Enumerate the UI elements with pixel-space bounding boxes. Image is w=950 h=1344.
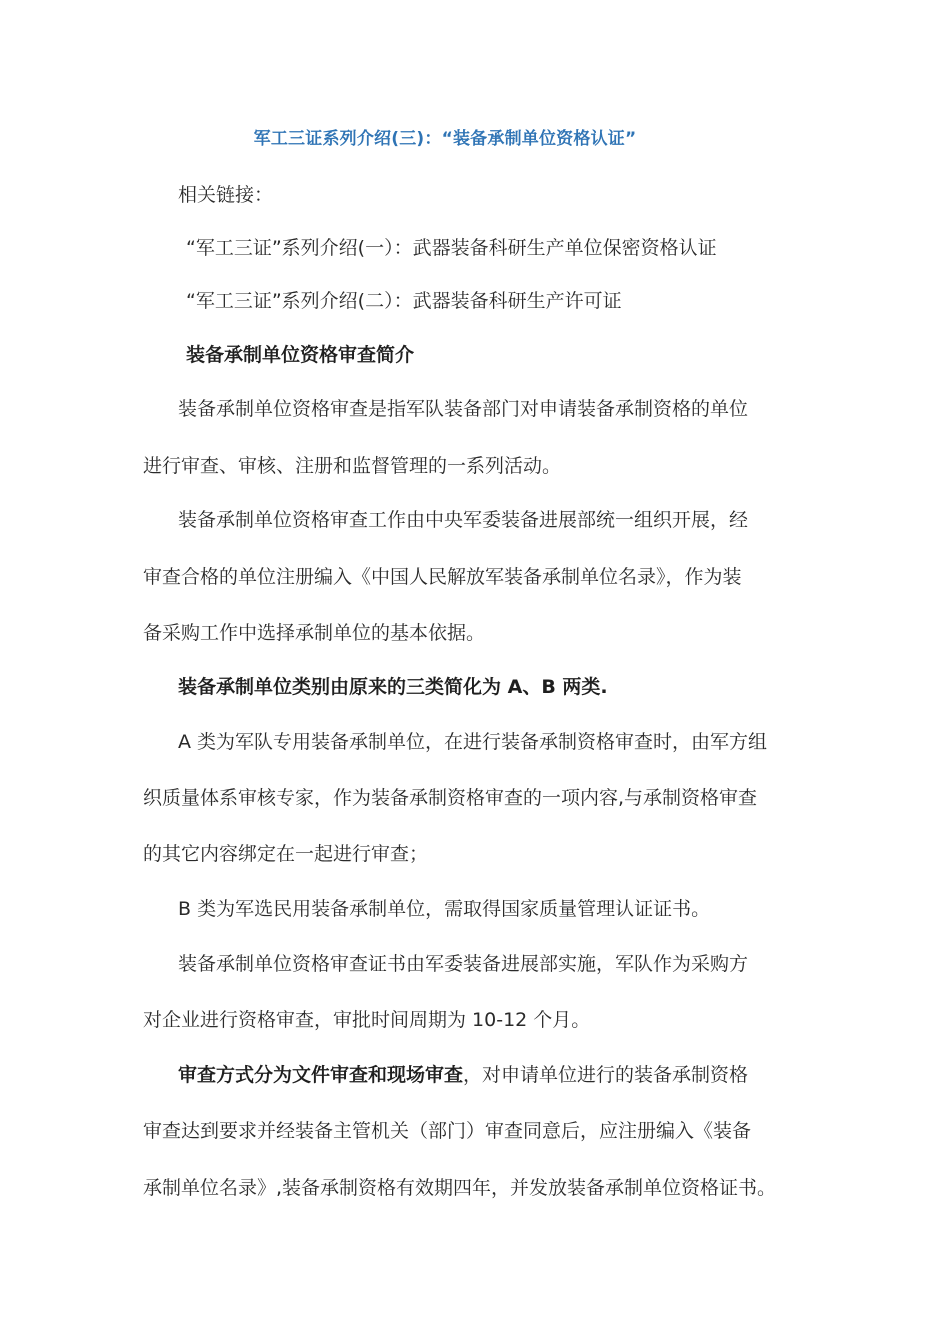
- document-title: 军工三证系列介绍(三)：“装备承制单位资格认证”: [253, 129, 637, 149]
- related-link-2[interactable]: “军工三证”系列介绍(二）：武器装备科研生产许可证: [186, 290, 622, 312]
- review-method-emphasis: 审查方式分为文件审查和现场审查: [178, 1064, 464, 1086]
- paragraph-line-mixed: [178, 1061, 748, 1089]
- review-method-rest: ，对申请单位进行的装备承制资格: [463, 1064, 749, 1086]
- related-links-label: 相关链接：: [178, 184, 274, 206]
- paragraph-line: 装备承制单位资格审查工作由中央军委装备进展部统一组织开展，经: [178, 509, 749, 531]
- paragraph-line: 承制单位名录》,装备承制资格有效期四年，并发放装备承制单位资格证书。: [143, 1177, 777, 1199]
- section-heading: 装备承制单位资格审查简介: [186, 344, 415, 366]
- paragraph-line: 对企业进行资格审查，审批时间周期为 10-12 个月。: [143, 1009, 591, 1031]
- paragraph-line: 备采购工作中选择承制单位的基本依据。: [143, 622, 486, 644]
- paragraph-line: 织质量体系审核专家，作为装备承制资格审查的一项内容,与承制资格审查: [143, 787, 758, 809]
- paragraph-line: 审查达到要求并经装备主管机关（部门）审查同意后，应注册编入《装备: [143, 1120, 752, 1142]
- paragraph-line: A 类为军队专用装备承制单位，在进行装备承制资格审查时，由军方组: [178, 731, 768, 753]
- paragraph-line: B 类为军选民用装备承制单位，需取得国家质量管理认证证书。: [178, 898, 711, 920]
- paragraph-line: 进行审查、审核、注册和监督管理的一系列活动。: [143, 455, 562, 477]
- paragraph-line: 审查合格的单位注册编入《中国人民解放军装备承制单位名录》，作为装: [143, 566, 742, 588]
- category-heading: 装备承制单位类别由原来的三类简化为 A、B 两类.: [178, 676, 608, 698]
- paragraph-line: 装备承制单位资格审查证书由军委装备进展部实施，军队作为采购方: [178, 953, 749, 975]
- related-link-1[interactable]: “军工三证”系列介绍(一）：武器装备科研生产单位保密资格认证: [186, 237, 717, 259]
- paragraph-line: 装备承制单位资格审查是指军队装备部门对申请装备承制资格的单位: [178, 398, 749, 420]
- paragraph-line: 的其它内容绑定在一起进行审查；: [143, 843, 429, 865]
